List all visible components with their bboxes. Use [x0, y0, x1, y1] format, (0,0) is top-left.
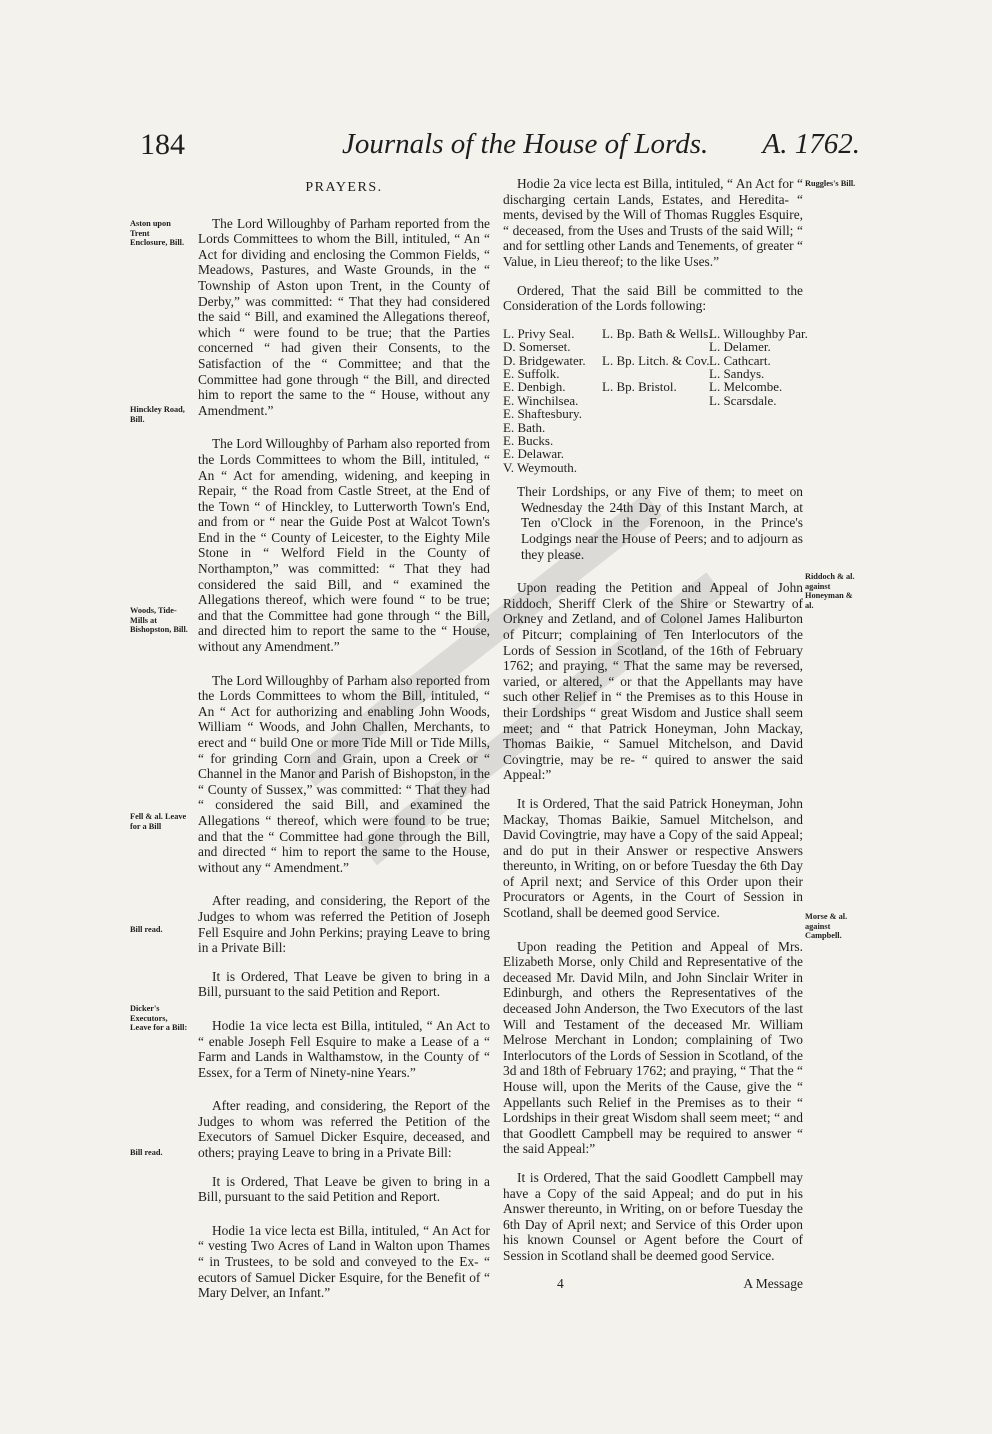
lord-name: [602, 461, 709, 474]
paragraph: After reading, and considering, the Report of the Judges to whom was referred the Petition of Joseph Fell Esquire and John Perkins; praying Leave to bring in a Private Bill:: [198, 893, 490, 956]
lord-name: L. Willoughby Par.: [709, 325, 808, 341]
lord-name: E. Shaftesbury.: [503, 406, 582, 422]
right-column: [503, 176, 808, 1277]
page-header: [140, 126, 860, 166]
running-title: Journals of the House of Lords.: [342, 128, 709, 160]
paragraph: After reading, and considering, the Report of the Judges to whom was referred the Petition of the Executors of Samuel Dicker Esquire, deceased, and others; praying Leave to bring in a Private Bill:: [198, 1098, 490, 1161]
lord-name: E. Suffolk.: [503, 365, 560, 381]
paragraph: It is Ordered, That Leave be given to bring in a Bill, pursuant to the said Petition and Report.: [198, 968, 490, 1000]
paragraph: It is Ordered, That Leave be given to bring in a Bill, pursuant to the said Petition and Report.: [198, 1173, 490, 1205]
paragraph: Hodie 1a vice lecta est Billa, intituled, “ An Act to “ enable Joseph Fell Esquire to make a Lease of a “ Farm and Lands in Walthamstow, in the County of “ Essex, for a Term of Ninety-nine Years.”: [198, 1017, 490, 1080]
lord-name: L. Scarsdale.: [709, 392, 777, 408]
lord-name: L. Cathcart.: [709, 352, 771, 368]
margin-note: Ruggles's Bill.: [805, 179, 856, 188]
lord-name: L. Privy Seal.: [503, 325, 575, 341]
page-number: 184: [140, 128, 185, 161]
committee-lords-list: [503, 325, 808, 475]
lord-name: [602, 421, 709, 434]
margin-note: Aston upon Trent Enclosure, Bill.: [130, 219, 185, 247]
signature-mark: 4: [557, 1276, 564, 1291]
lord-name: L. Bp. Litch. & Cov.: [602, 352, 710, 368]
lord-name: [602, 407, 709, 420]
lord-name: L. Bp. Bath & Wells.: [602, 325, 712, 341]
paragraph: Upon reading the Petition and Appeal of Mrs. Elizabeth Morse, only Child and Representative of the deceased Mr. David Miln, and John Sinclair Writer in Edinburgh, and others the Representatives of the deceased John Anderson, the Two Executors of the last Will and Testament of the deceased Mr. William Melrose Merchant in London; complaining of Two Interlocutors of the Lords of Session in Scotland, of the 3d and 18th of February 1762; and praying, “ That the “ House will, upon the Merits of the Cause, give the “ Appellants such Relief in the Premises as to their “ Lordships in their great Wisdom shall seem meet; “ and that Goodlett Campbell may be required to answer “ the said Appeal:”: [503, 938, 803, 1157]
lord-name: [602, 394, 709, 407]
paragraph: It is Ordered, That the said Patrick Honeyman, John Mackay, Thomas Baikie, Samuel Mitchelson, and David Covingtrie, may have a Copy of the said Appeal; and do put in their Answer or respective Answers thereunto, in Writing, on or before Tuesday the 6th Day of April next; and Service of this Order upon their Procurators or Agents, in the Court of Session in Scotland, shall be deemed good Service.: [503, 795, 803, 921]
lord-name: D. Bridgewater.: [503, 352, 586, 368]
margin-note: Bill read.: [130, 1148, 163, 1157]
section-heading: PRAYERS.: [305, 180, 383, 195]
lord-name: E. Bucks.: [503, 433, 554, 448]
paragraph: Ordered, That the said Bill be committed to the Consideration of the Lords following:: [503, 282, 803, 314]
paragraph: Hodie 1a vice lecta est Billa, intituled, “ An Act for “ vesting Two Acres of Land in Walton upon Thames “ in Trustees, to be sold and conveyed to the Ex- “ ecutors of Samuel Dicker Esquire, for the Benefit of “ Mary Delver, an Infant.”: [198, 1222, 490, 1301]
lord-name: D. Somerset.: [503, 339, 571, 355]
margin-note: Woods, Tide-Mills at Bishopston, Bill.: [130, 606, 188, 634]
year-heading: A. 1762.: [762, 128, 860, 160]
lord-name: E. Bath.: [503, 419, 546, 435]
paragraph: The Lord Willoughby of Parham reported from the Lords Committees to whom the Bill, intituled, “ An “ Act for dividing and enclosing the Common Fields, “ Meadows, Pastures, and Waste Grounds, in the “ Township of Aston upon Trent, in the County of Derby,” was committed: “ That they had considered the said “ Bill, and examined the Allegations thereof, which “ were found to be true; that the Parties concerned “ had given their Consents, to the Satisfaction of the “ Committee; and that the Committee had gone through “ the Bill, and directed him to report the same to the “ House, without any Amendment.”: [198, 215, 490, 418]
lord-name: E. Denbigh.: [503, 379, 566, 395]
margin-note: Morse & al. against Campbell.: [805, 912, 848, 940]
paragraph: Their Lordships, or any Five of them; to meet on Wednesday the 24th Day of this Instant March, at Ten o'Clock in the Forenoon, in the Prince's Lodgings near the House of Peers; and to adjourn as they please.: [517, 484, 803, 562]
margin-note: Bill read.: [130, 925, 163, 934]
lord-name: [602, 367, 709, 380]
margin-note: Fell & al. Leave for a Bill: [130, 812, 187, 831]
lord-name: L. Melcombe.: [709, 379, 783, 395]
lord-name: [709, 461, 803, 474]
paragraph: Upon reading the Petition and Appeal of John Riddoch, Sheriff Clerk of the Shire or Stewartry of Orkney and Zetland, and of Colonel James Haliburton of Pitcurr; complaining of Ten Interlocutors of the Lords of Session in Scotland, of the 16th of February 1762; and praying, “ That the same may be reversed, varied, or altered, “ or that the Appellants may have such other Relief in “ the Premises as to this House in their Lordships “ great Wisdom and Justice shall seem meet; and “ that Patrick Honeyman, John Mackay, Thomas Baikie, “ Samuel Mitchelson, and David Covingtrie, may be re- “ quired to answer the said Appeal:”: [503, 580, 803, 783]
lord-name: L. Sandys.: [709, 365, 765, 381]
paragraph: Hodie 2a vice lecta est Billa, intituled, “ An Act for “ discharging certain Lands, Estates, and Heredita- “ ments, devised by the Will of Thomas Ruggles Esquire, “ deceased, from the Uses and Trusts of the said Will; “ and for settling other Lands and Tenements, of greater “ Value, in Lieu thereof; to the like Uses.”: [503, 176, 803, 269]
catchword: A Message: [743, 1276, 803, 1291]
margin-note: Hinckley Road, Bill.: [130, 405, 185, 424]
margin-note: Dicker's Executors, Leave for a Bill:: [130, 1004, 188, 1032]
lord-name: [602, 434, 709, 447]
lord-name: [709, 421, 803, 434]
lord-name: [709, 447, 803, 460]
lord-name: V. Weymouth.: [503, 459, 577, 475]
lord-name: [709, 407, 803, 420]
margin-note: Riddoch & al. against Honeyman & al.: [805, 572, 855, 610]
lord-name: E. Delawar.: [503, 446, 565, 462]
lord-name: E. Winchilsea.: [503, 392, 579, 408]
lord-name: [602, 340, 709, 353]
lord-name: [602, 447, 709, 460]
lord-name: L. Delamer.: [709, 339, 771, 355]
left-column: [198, 180, 490, 1314]
lord-name: [709, 434, 803, 447]
lord-name: L. Bp. Bristol.: [602, 379, 677, 395]
paragraph: The Lord Willoughby of Parham also reported from the Lords Committees to whom the Bill, intituled, “ An “ Act for authorizing and enabling John Woods, William “ Woods, and John Challen, Merchants, to erect and “ build One or more Tide Mill or Tide Mills, “ for grinding Corn and Grain, upon a Creek or “ Channel in the Manor and Parish of Bishopston, in the “ County of Sussex,” was committed: “ That they had “ considered the said Bill, and examined the Allegations “ thereof, which were found to be true; and that the “ Committee had gone through the Bill, and directed “ him to report the same to the House, without any “ Amendment.”: [198, 672, 490, 875]
paragraph: The Lord Willoughby of Parham also reported from the Lords Committees to whom the Bill, intituled, “ An “ Act for amending, widening, and keeping in Repair, “ the Road from Castle Street, at the End of the Town “ of Hinckley, to Lutterworth Town's End, and from or “ near the Guide Post at Walcot Town's End in the “ County of Leicester, to the Eighty Mile Stone in “ Welford Field in the County of Northampton,” was committed: “ That they had considered the said Bill, and “ examined the Allegations thereof, which were found “ to be true; and that the Committee had gone through “ the Bill, and directed him to report the same to the “ House, without any Amendment.”: [198, 436, 490, 655]
paragraph: It is Ordered, That the said Goodlett Campbell may have a Copy of the said Appeal; and do put in his Answer thereunto, in Writing, on or before Tuesday the 6th Day of April next; and Service of this Order upon his known Counsel or Agent before the Court of Session in Scotland shall be deemed good Service.: [503, 1169, 803, 1263]
